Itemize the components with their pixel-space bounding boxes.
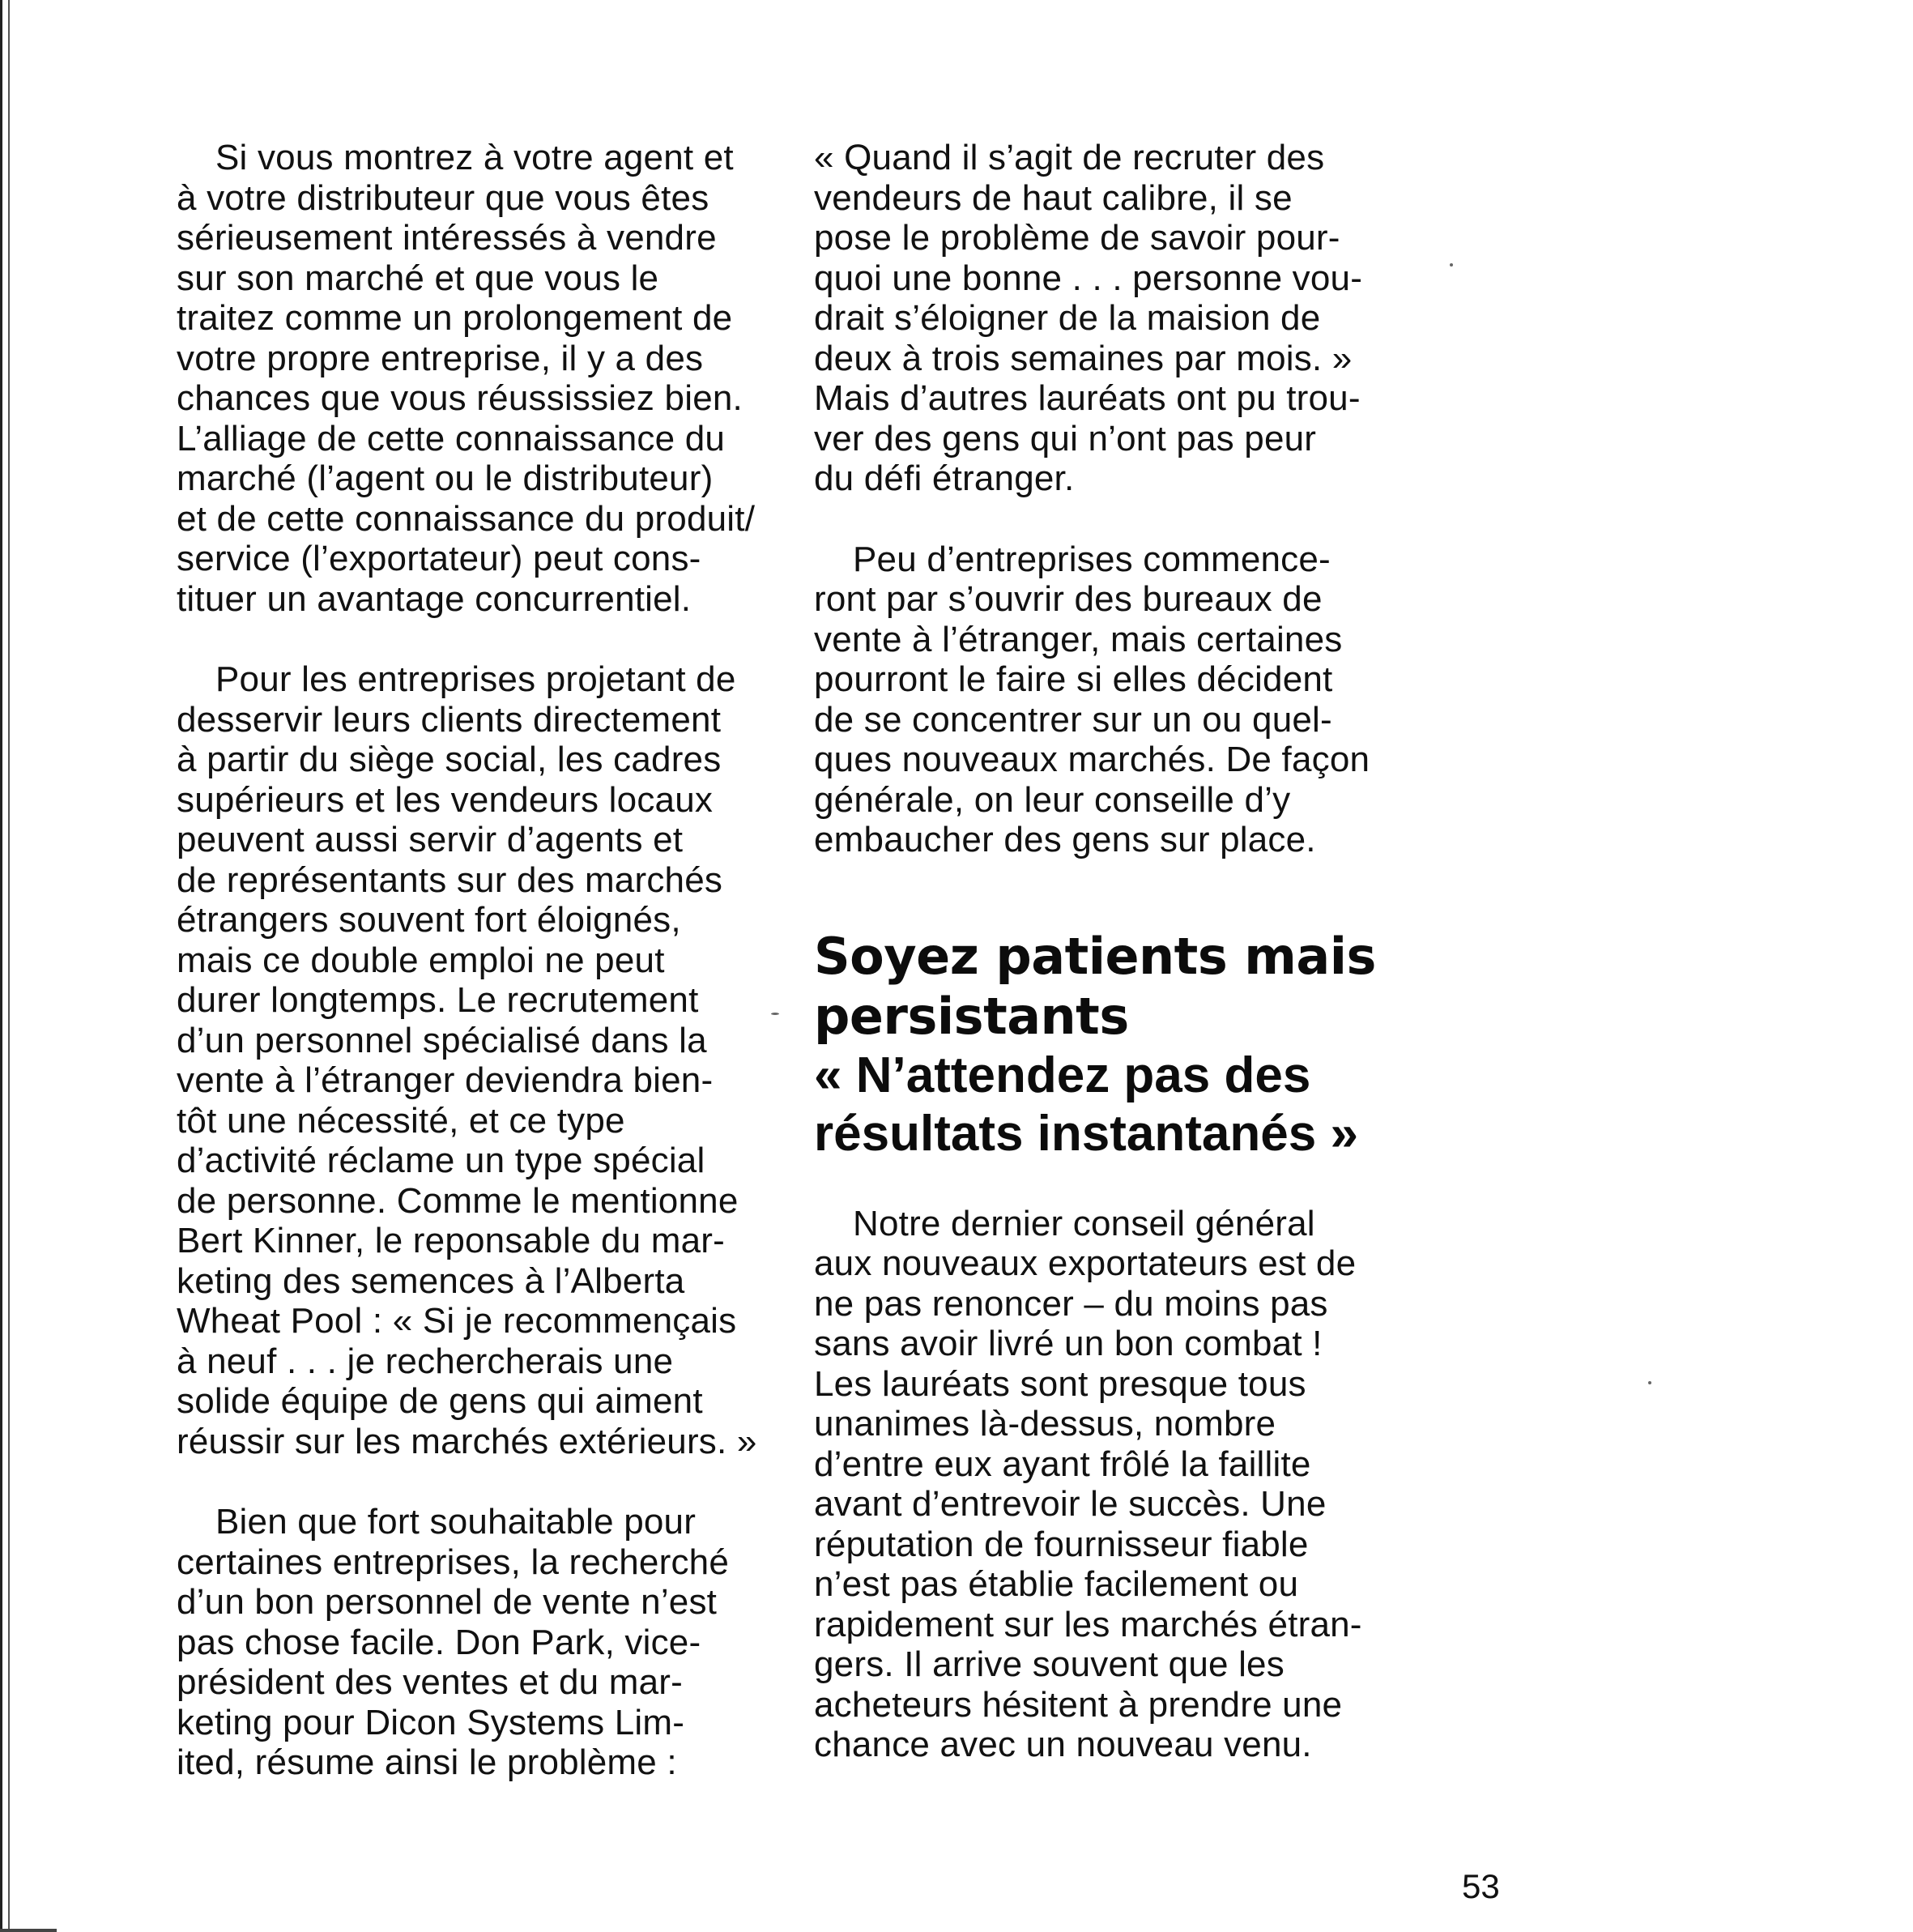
- paragraph-gap: [177, 619, 792, 659]
- paragraph-direct-sales: Pour les entreprises projetant de desservir leurs clients directement à partir du siège social, les cadres supérieurs et les vendeurs locaux peuvent aussi servir d’agents et de représentants sur des marchés étrangers souvent fort éloignés, mais ce double emploi ne peut durer longtemps. Le recrutement d’un personnel spécialisé dans la vente à l’étranger deviendra bien- tôt une nécessité, et ce type d’activité réclame un type spécial de personne. Comme le mentionne Bert Kinner, le reponsable du mar- keting des semences à l’Alberta Wheat Pool : « Si je recommençais à neuf . . . je rechercherais une solide équipe de gens qui aiment réussir sur les marchés extérieurs. »: [177, 659, 757, 1461]
- scan-border: [0, 0, 10, 1932]
- paragraph-gap: [177, 1461, 792, 1502]
- paragraph-recruiting: Bien que fort souhaitable pour certaines entreprises, la recherché d’un bon personnel de vente n’est pas chose facile. Don Park, vice- président des ventes et du mar- keting pour Dicon Systems Lim- ited, résume ainsi le problème :: [177, 1502, 729, 1782]
- paragraph-sales-offices: Peu d’entreprises commence- ront par s’ouvrir des bureaux de vente à l’étranger, mais certaines pourront le faire si elles décident de se concentrer sur un ou quel- ques nouveaux marchés. De façon générale, on leur conseille d’y embaucher des gens sur place.: [814, 539, 1370, 859]
- scan-border-bottom: [0, 1929, 57, 1932]
- scan-speck: [1648, 1381, 1651, 1384]
- section-heading: Soyez patients mais persistants: [814, 926, 1376, 1046]
- section-gap: [814, 860, 1438, 927]
- paragraph-gap: [814, 499, 1438, 540]
- scan-speck: [771, 1013, 779, 1015]
- page-number: 53: [1462, 1867, 1500, 1905]
- paragraph-final-advice: Notre dernier conseil général aux nouveaux exportateurs est de ne pas renoncer – du moins pas sans avoir livré un bon combat ! Les lauréats sont presque tous unanimes là-dessus, nombre d’entre eux ayant frôlé la faillite avant d’entrevoir le succès. Une réputation de fournisseur fiable n’est pas établie facilement ou rapidement sur les marchés étran- gers. Il arrive souvent que les acheteurs hésitent à prendre une chance avec un nouveau venu.: [814, 1203, 1362, 1764]
- right-column: [814, 138, 1438, 1765]
- paragraph-agent-distributor: Si vous montrez à votre agent et à votre distributeur que vous êtes sérieusement intéressés à vendre sur son marché et que vous le traitez comme un prolongement de votre propre entreprise, il y a des chances que vous réussissiez bien. L’alliage de cette connaissance du marché (l’agent ou le distributeur) et de cette connaissance du produit/ service (l’exportateur) peut cons- tituer un avantage concurrentiel.: [177, 138, 756, 619]
- paragraph-quote-don-park: « Quand il s’agit de recruter des vendeurs de haut calibre, il se pose le problème de savoir pour- quoi une bonne . . . personne vou- drait s’éloigner de la maision de deux à trois semaines par mois. » Mais d’autres lauréats ont pu trou- ver des gens qui n’ont pas peur du défi étranger.: [814, 138, 1363, 498]
- left-column: [177, 138, 792, 1783]
- section-subheading: « N’attendez pas des résultats instantanés »: [814, 1047, 1358, 1162]
- scan-speck: [1450, 263, 1453, 267]
- paragraph-gap: [814, 1163, 1438, 1204]
